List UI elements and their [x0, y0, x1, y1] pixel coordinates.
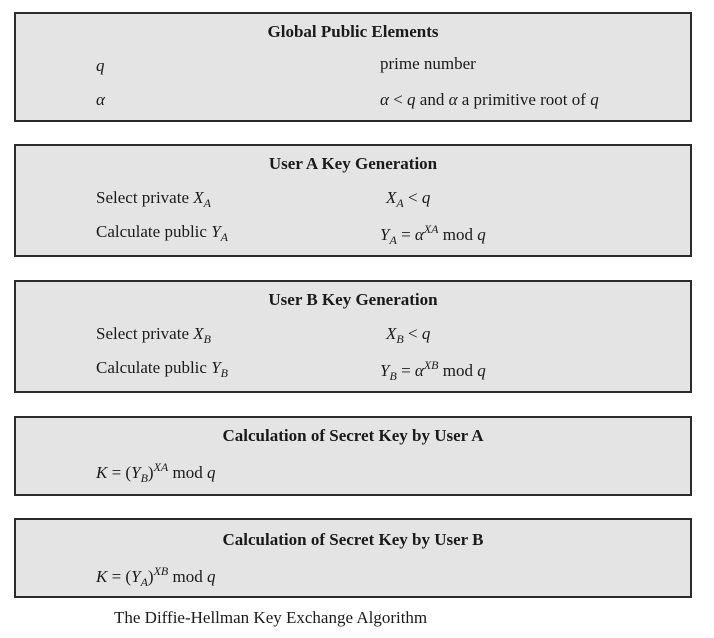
symbol-alpha: α — [96, 90, 105, 109]
select-private-xb-label: Select private $X_B$ — [96, 324, 211, 346]
user-a-key-generation-panel — [14, 144, 692, 257]
global-public-elements-panel — [14, 12, 692, 122]
select-private-xa-label: Select private $X_A$ — [96, 188, 211, 210]
secret-key-b-formula: $K = (Y_A)^{XB}$ mod q — [96, 564, 216, 589]
panel-title: Global Public Elements — [267, 22, 439, 41]
secret-key-a-formula: $K = (Y_B)^{XA}$ mod q — [96, 460, 216, 485]
user-b-key-generation-panel — [14, 280, 692, 393]
calculate-public-ya-label: Calculate public $Y_A$ — [96, 222, 228, 244]
figure-caption: The Diffie-Hellman Key Exchange Algorithm — [114, 608, 428, 627]
xa-less-than-q: $X_A < q$ — [386, 188, 431, 210]
panel-title: User B Key Generation — [268, 290, 438, 309]
xb-less-than-q: $X_B < q$ — [386, 324, 431, 346]
symbol-q: q — [96, 56, 105, 75]
panel-title: Calculation of Secret Key by User B — [222, 530, 484, 549]
yb-formula: $Y_B = \alpha^{XB}$ mod q — [380, 358, 486, 383]
description-prime-number: prime number — [380, 54, 476, 73]
secret-key-user-a-panel — [14, 416, 692, 496]
panel-title: User A Key Generation — [268, 154, 438, 173]
ya-formula: $Y_A = \alpha^{XA}$ mod q — [380, 222, 486, 247]
description-primitive-root: α < q and α a primitive root of q — [380, 90, 599, 109]
calculate-public-yb-label: Calculate public $Y_B$ — [96, 358, 228, 380]
secret-key-user-b-panel — [14, 518, 692, 598]
panel-title: Calculation of Secret Key by User A — [222, 426, 484, 445]
